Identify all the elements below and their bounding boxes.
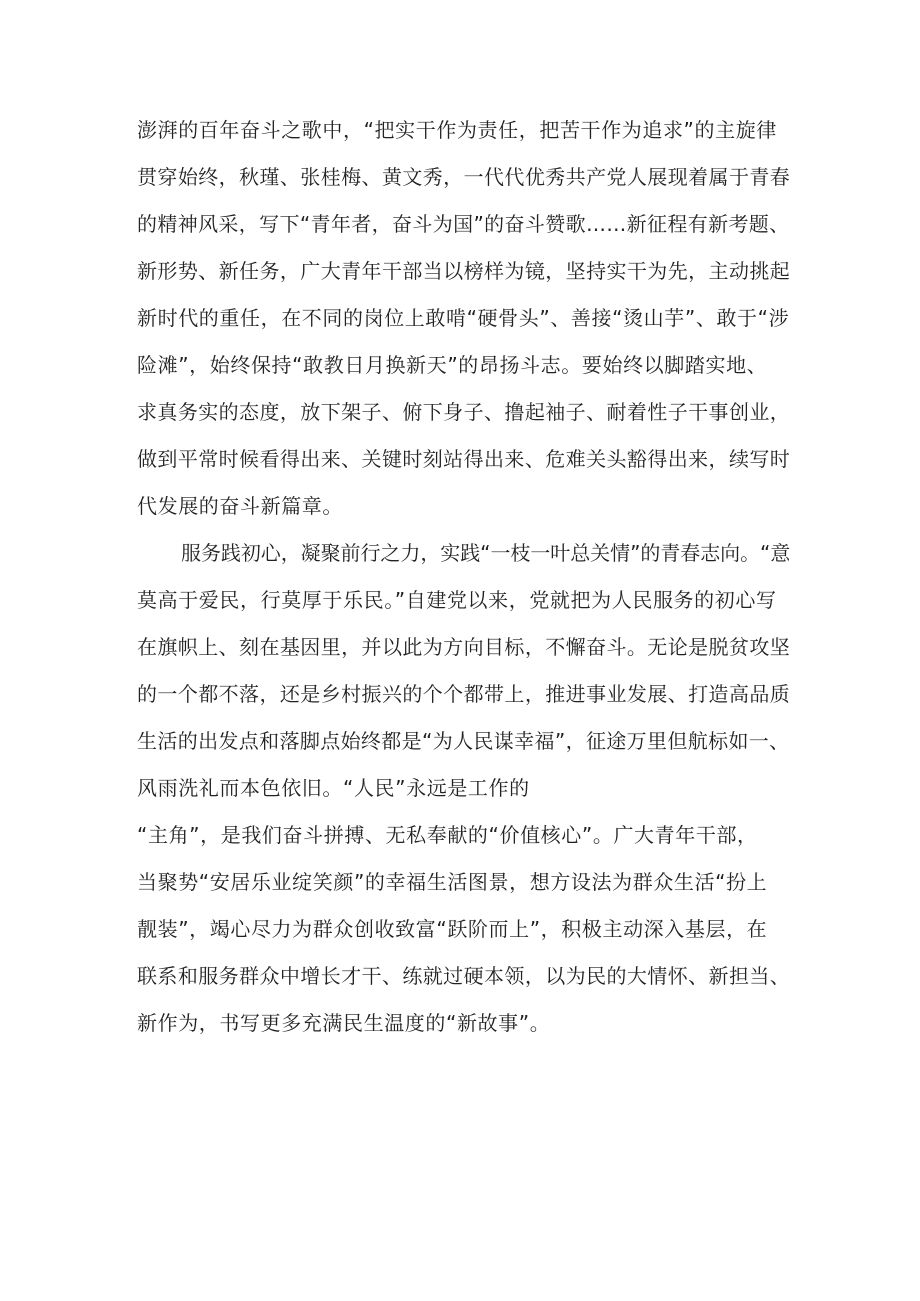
paragraph2-line-10: 联系和服务群众中增长才干、练就过硬本领，以为民的大情怀、新担当、 xyxy=(137,964,791,988)
paragraph1-line-5: 新时代的重任，在不同的岗位上敢啃“硬骨头”、善接“烫山芋”、敢于“涉 xyxy=(137,306,790,330)
paragraph1-line-8: 做到平常时候看得出来、关键时刻站得出来、危难关头豁得出来，续写时 xyxy=(137,447,791,471)
paragraph1-line-6: 险滩”，始终保持“敢教日月换新天”的昂扬斗志。要始终以脚踏实地、 xyxy=(137,353,768,377)
paragraph1-line-2: 贯穿始终，秋瑾、张桂梅、黄文秀，一代代优秀共产党人展现着属于青春 xyxy=(137,165,791,189)
paragraph2-line-2: 莫高于爱民，行莫厚于乐民。”自建党以来，党就把为人民服务的初心写 xyxy=(137,588,777,612)
paragraph2-line-11: 新作为，书写更多充满民生温度的“新故事”。 xyxy=(137,1011,551,1035)
paragraph2-line-5: 生活的出发点和落脚点始终都是“为人民谋幸福”，征途万里但航标如一、 xyxy=(137,729,790,753)
paragraph1-line-4: 新形势、新任务，广大青年干部当以榜样为镜，坚持实干为先，主动挑起 xyxy=(137,259,791,283)
paragraph2-line-8: 当聚势“安居乐业绽笑颜”的幸福生活图景，想方设法为群众生活“扮上 xyxy=(137,870,768,894)
paragraph1-line-9: 代发展的奋斗新篇章。 xyxy=(137,494,343,518)
paragraph1-line-1: 澎湃的百年奋斗之歌中，“把实干作为责任，把苦干作为追求”的主旋律 xyxy=(137,118,777,142)
paragraph2-line-4: 的一个都不落，还是乡村振兴的个个都带上，推进事业发展、打造高品质 xyxy=(137,682,791,706)
paragraph1-line-7: 求真务实的态度，放下架子、俯下身子、撸起袖子、耐着性子干事创业， xyxy=(137,400,791,424)
paragraph2-line-6: 风雨洗礼而本色依旧。“人民”永远是工作的 xyxy=(137,776,530,800)
paragraph2-line-3: 在旗帜上、刻在基因里，并以此为方向目标，不懈奋斗。无论是脱贫攻坚 xyxy=(137,635,791,659)
paragraph2-line-9: 靓装”，竭心尽力为群众创收致富“跃阶而上”，积极主动深入基层，在 xyxy=(137,917,768,941)
paragraph2-line-1: 服务践初心，凝聚前行之力，实践“一枝一叶总关情”的青春志向。“意 xyxy=(181,541,791,565)
paragraph2-line-7: “主角”，是我们奋斗拼搏、无私奉献的“价值核心”。广大青年干部， xyxy=(137,823,758,847)
paragraph1-line-3: 的精神风采，写下“青年者，奋斗为国”的奋斗赞歌……新征程有新考题、 xyxy=(137,212,790,236)
